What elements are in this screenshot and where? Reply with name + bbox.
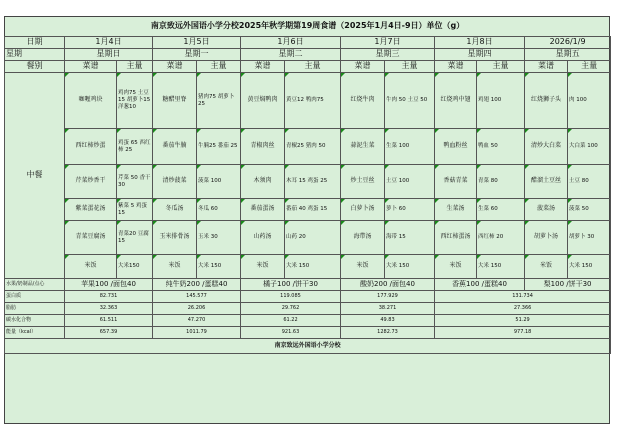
snack-row [5,279,611,291]
dish-ingredients: 玉米 30 [197,221,241,255]
nutrition-label: 能量（kcal） [5,327,65,339]
nutrition-row [5,327,611,339]
nutrition-value: 29.762 [241,303,341,315]
dish-ingredients: 青菜20 豆腐15 [117,221,153,255]
dish-name: 醋溜土豆丝 [525,165,568,199]
weekday-1: 星期日 [65,49,153,61]
dish-ingredients: 冬瓜 60 [197,199,241,221]
meal-row [5,129,611,165]
dish-name: 米饭 [341,255,385,279]
snack-and-nutrition [5,279,611,354]
snack-item: 酸奶200 /面包40 [341,279,435,291]
dish-name: 红烧牛肉 [341,73,385,129]
dish-name: 米饭 [153,255,197,279]
date-3: 1月6日 [241,37,341,49]
menu-table [4,16,611,354]
dish-ingredients: 牛肉 50 土豆 50 [385,73,435,129]
meal-row [5,255,611,279]
nutrition-value: 131.734 [435,291,611,303]
dish-ingredients: 大米 150 [477,255,525,279]
nutrition-value: 145.577 [153,291,241,303]
date-1: 1月4日 [65,37,153,49]
weekday-3: 星期二 [241,49,341,61]
dish-ingredients: 大白菜 100 [568,129,611,165]
dish-ingredients: 青菜 80 [477,165,525,199]
dish-ingredients: 大米 150 [385,255,435,279]
dish-ingredients: 生菜 100 [385,129,435,165]
dish-ingredients: 芹菜 50 香干 30 [117,165,153,199]
ingredient-header: 主量 [285,61,341,73]
weekday-5: 星期四 [435,49,525,61]
dish-ingredients: 萝卜 60 [385,199,435,221]
ingredient-header: 主量 [477,61,525,73]
dish-name: 咖喱鸡块 [65,73,117,129]
dish-name: 木须肉 [241,165,285,199]
dish-name: 鸭血粉丝 [435,129,477,165]
date-2: 1月5日 [153,37,241,49]
nutrition-value: 1282.73 [341,327,435,339]
dish-ingredients: 菠菜 100 [197,165,241,199]
dish-name: 冬瓜汤 [153,199,197,221]
nutrition-value: 977.18 [435,327,611,339]
dish-name: 芹菜炒香干 [65,165,117,199]
dish-ingredients: 牛腩25 番茄 25 [197,129,241,165]
nutrition-value: 177.929 [341,291,435,303]
dish-name: 番茄蛋汤 [241,199,285,221]
dish-name: 红烧狮子头 [525,73,568,129]
weekday-4: 星期三 [341,49,435,61]
date-4: 1月7日 [341,37,435,49]
dish-ingredients: 鸡翅 100 [477,73,525,129]
category-label: 餐别 [5,61,65,73]
ingredient-header: 主量 [117,61,153,73]
nutrition-value: 61.22 [241,315,341,327]
dish-name: 紫菜蛋花汤 [65,199,117,221]
dish-name: 生菜汤 [435,199,477,221]
dish-name: 菠菜汤 [525,199,568,221]
dish-name: 米饭 [241,255,285,279]
dish-ingredients: 肉 100 [568,73,611,129]
nutrition-value: 51.29 [435,315,611,327]
dish-ingredients: 青椒25 猪肉 50 [285,129,341,165]
dish-ingredients: 西红柿 20 [477,221,525,255]
dish-ingredients: 土豆 80 [568,165,611,199]
nutrition-value: 657.39 [65,327,153,339]
dish-name: 青菜豆腐汤 [65,221,117,255]
dish-name: 清炒菠菜 [153,165,197,199]
menu-title: 南京致远外国语小学分校2025年秋学期第19周食谱（2025年1月4日-9日）单位（g） [5,16,611,37]
weekday-2: 星期一 [153,49,241,61]
nutrition-value: 38.271 [341,303,435,315]
nutrition-value: 26.206 [153,303,241,315]
dish-name: 蒜泥生菜 [341,129,385,165]
dish-name: 番茄牛腩 [153,129,197,165]
dish-name: 山药汤 [241,221,285,255]
nutrition-row [5,303,611,315]
nutrition-label: 蛋白质 [5,291,65,303]
nutrition-row [5,315,611,327]
dish-ingredients: 鸡肉75 土豆15 胡萝卜15 洋葱10 [117,73,153,129]
footer-row [5,339,611,354]
snack-item: 橘子100 /饼干30 [241,279,341,291]
meal-row [5,199,611,221]
dish-name: 香菇青菜 [435,165,477,199]
dish-name: 玉米排骨汤 [153,221,197,255]
dish-name: 米饭 [435,255,477,279]
snack-label: 水果/奶制品/点心 [5,279,65,291]
weekday-label: 星期 [5,49,65,61]
dish-name: 米饭 [525,255,568,279]
dish-ingredients: 山药 20 [285,221,341,255]
nutrition-value: 49.83 [341,315,435,327]
dish-name: 西红柿蛋汤 [435,221,477,255]
dish-ingredients: 鸭血 50 [477,129,525,165]
dish-name: 清炒大白菜 [525,129,568,165]
dish-name: 海带汤 [341,221,385,255]
dish-ingredients: 大米 150 [197,255,241,279]
dish-ingredients: 海带 15 [385,221,435,255]
dish-ingredients: 番茄 40 鸡蛋 15 [285,199,341,221]
nutrition-row [5,291,611,303]
dish-header: 菜谱 [525,61,568,73]
nutrition-value: 82.731 [65,291,153,303]
dish-name: 米饭 [65,255,117,279]
nutrition-value: 27.366 [435,303,611,315]
meal-row [5,221,611,255]
nutrition-value: 1011.79 [153,327,241,339]
dish-name: 胡萝卜汤 [525,221,568,255]
dish-header: 菜谱 [153,61,197,73]
dish-ingredients: 菠菜 50 [568,199,611,221]
dish-ingredients: 大米150 [117,255,153,279]
nutrition-label: 碳水化合物 [5,315,65,327]
dish-name: 糖醋里脊 [153,73,197,129]
nutrition-value: 61.511 [65,315,153,327]
dish-header: 菜谱 [241,61,285,73]
weekday-6: 星期五 [525,49,611,61]
nutrition-label: 脂肪 [5,303,65,315]
dish-ingredients: 紫菜 5 鸡蛋 15 [117,199,153,221]
nutrition-value: 921.63 [241,327,341,339]
nutrition-value: 47.270 [153,315,241,327]
dish-name: 白萝卜汤 [341,199,385,221]
meal-rows [5,73,611,279]
dish-name: 炒土豆丝 [341,165,385,199]
ingredient-header: 主量 [385,61,435,73]
snack-item: 香蕉100 /蛋糕40 [435,279,525,291]
snack-item: 苹果100 /面包40 [65,279,153,291]
school-footer: 南京致远外国语小学分校 [5,339,611,354]
meal-row [5,73,611,129]
dish-ingredients: 黄豆12 鸭肉75 [285,73,341,129]
nutrition-value: 32.363 [65,303,153,315]
date-5: 1月8日 [435,37,525,49]
dish-ingredients: 胡萝卜 30 [568,221,611,255]
snack-item: 梨100 /饼干30 [525,279,611,291]
meal-row [5,165,611,199]
dish-header: 菜谱 [65,61,117,73]
dish-ingredients: 猪肉75 胡萝卜25 [197,73,241,129]
dish-name: 青椒肉丝 [241,129,285,165]
dish-name: 黄豆焖鸭肉 [241,73,285,129]
dish-header: 菜谱 [435,61,477,73]
ingredient-header: 主量 [197,61,241,73]
dish-ingredients: 生菜 60 [477,199,525,221]
date-6: 2026/1/9 [525,37,611,49]
dish-header: 菜谱 [341,61,385,73]
dish-ingredients: 木耳 15 鸡蛋 25 [285,165,341,199]
dish-name: 红烧鸡中翅 [435,73,477,129]
dish-name: 西红柿炒蛋 [65,129,117,165]
dish-ingredients: 土豆 100 [385,165,435,199]
date-label: 日期 [5,37,65,49]
dish-ingredients: 大米 150 [285,255,341,279]
snack-item: 纯牛奶200 /蛋糕40 [153,279,241,291]
meal-category: 中餐 [5,73,65,279]
ingredient-header: 主量 [568,61,611,73]
nutrition-value: 119.085 [241,291,341,303]
dish-ingredients: 大米 150 [568,255,611,279]
dish-ingredients: 鸡蛋 65 西红柿 25 [117,129,153,165]
